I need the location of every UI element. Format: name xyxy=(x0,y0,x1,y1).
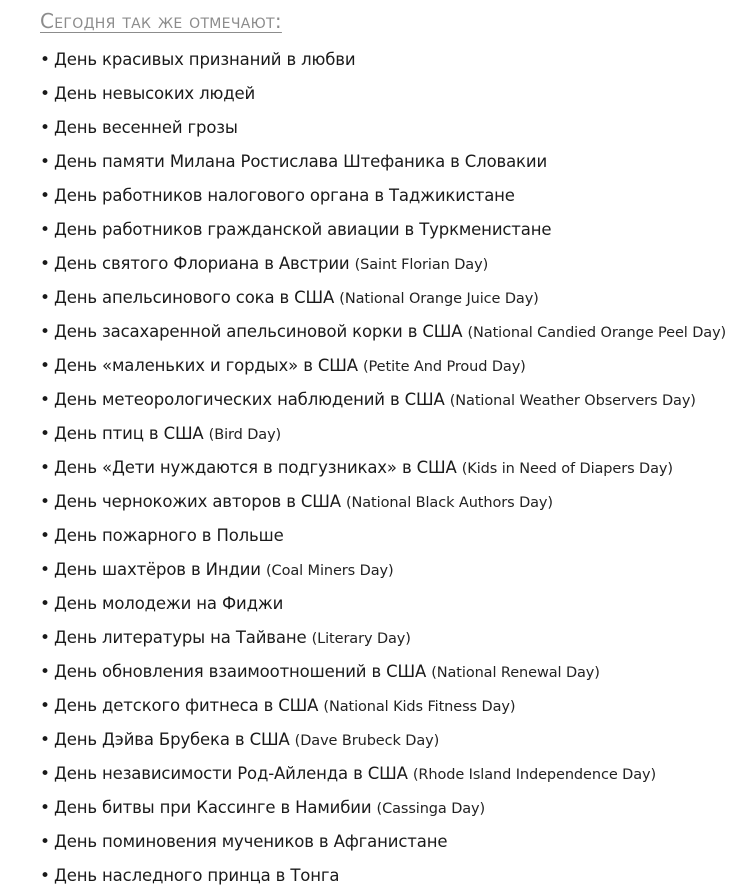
bullet-icon: • xyxy=(40,594,51,614)
bullet-icon: • xyxy=(40,832,51,852)
item-title-en: (Petite And Proud Day) xyxy=(362,359,526,375)
list-item xyxy=(40,77,726,111)
bullet-icon: • xyxy=(40,322,51,342)
list-item xyxy=(40,859,726,893)
bullet-icon: • xyxy=(40,764,51,784)
item-title-en: (National Orange Juice Day) xyxy=(339,291,539,307)
item-title-ru: День красивых признаний в любви xyxy=(54,50,356,69)
observances-list xyxy=(40,43,726,893)
list-item xyxy=(40,791,726,825)
bullet-icon: • xyxy=(40,424,51,444)
bullet-icon: • xyxy=(40,152,51,172)
list-item xyxy=(40,689,726,723)
list-item xyxy=(40,519,726,553)
list-item xyxy=(40,655,726,689)
list-item xyxy=(40,349,726,383)
list-item xyxy=(40,43,726,77)
list-item xyxy=(40,383,726,417)
item-title-ru: День птиц в США xyxy=(54,424,204,443)
list-item xyxy=(40,757,726,791)
list-item xyxy=(40,621,726,655)
bullet-icon: • xyxy=(40,492,51,512)
bullet-icon: • xyxy=(40,390,51,410)
item-title-en: (Coal Miners Day) xyxy=(265,563,394,579)
item-title-ru: День пожарного в Польше xyxy=(54,526,284,545)
item-title-ru: День независимости Род-Айленда в США xyxy=(54,764,408,783)
bullet-icon: • xyxy=(40,526,51,546)
item-title-ru: День «маленьких и гордых» в США xyxy=(54,356,358,375)
item-title-en: (Cassinga Day) xyxy=(376,801,486,817)
list-item xyxy=(40,417,726,451)
bullet-icon: • xyxy=(40,356,51,376)
item-title-ru: День весенней грозы xyxy=(54,118,238,137)
item-title-ru: День обновления взаимоотношений в США xyxy=(54,662,427,681)
bullet-icon: • xyxy=(40,84,51,104)
bullet-icon: • xyxy=(40,118,51,138)
bullet-icon: • xyxy=(40,628,51,648)
list-item xyxy=(40,315,726,349)
item-title-ru: День наследного принца в Тонга xyxy=(54,866,340,885)
item-title-en: (Kids in Need of Diapers Day) xyxy=(461,461,673,477)
bullet-icon: • xyxy=(40,730,51,750)
list-item xyxy=(40,587,726,621)
bullet-icon: • xyxy=(40,186,51,206)
item-title-ru: День Дэйва Брубека в США xyxy=(54,730,290,749)
item-title-ru: День шахтёров в Индии xyxy=(54,560,261,579)
list-item xyxy=(40,553,726,587)
list-item xyxy=(40,179,726,213)
list-item xyxy=(40,723,726,757)
item-title-ru: День святого Флориана в Австрии xyxy=(54,254,350,273)
bullet-icon: • xyxy=(40,798,51,818)
bullet-icon: • xyxy=(40,220,51,240)
item-title-ru: День памяти Милана Ростислава Штефаника в Словакии xyxy=(54,152,548,171)
item-title-en: (Rhode Island Independence Day) xyxy=(412,767,657,783)
item-title-ru: День битвы при Кассинге в Намибии xyxy=(54,798,372,817)
list-item xyxy=(40,145,726,179)
item-title-en: (Bird Day) xyxy=(208,427,282,443)
list-item xyxy=(40,247,726,281)
item-title-en: (National Kids Fitness Day) xyxy=(323,699,516,715)
list-item xyxy=(40,451,726,485)
bullet-icon: • xyxy=(40,50,51,70)
item-title-ru: День апельсинового сока в США xyxy=(54,288,335,307)
item-title-ru: День поминовения мучеников в Афганистане xyxy=(54,832,448,851)
item-title-en: (Dave Brubeck Day) xyxy=(294,733,440,749)
bullet-icon: • xyxy=(40,458,51,478)
item-title-en: (Saint Florian Day) xyxy=(354,257,489,273)
list-item xyxy=(40,825,726,859)
item-title-ru: День молодежи на Фиджи xyxy=(54,594,284,613)
item-title-en: (National Candied Orange Peel Day) xyxy=(467,325,727,341)
list-item xyxy=(40,485,726,519)
item-title-en: (National Black Authors Day) xyxy=(345,495,553,511)
bullet-icon: • xyxy=(40,288,51,308)
item-title-ru: День работников налогового органа в Таджикистане xyxy=(54,186,515,205)
bullet-icon: • xyxy=(40,696,51,716)
item-title-ru: День «Дети нуждаются в подгузниках» в США xyxy=(54,458,457,477)
bullet-icon: • xyxy=(40,866,51,886)
item-title-ru: День работников гражданской авиации в Туркменистане xyxy=(54,220,552,239)
item-title-ru: День чернокожих авторов в США xyxy=(54,492,341,511)
bullet-icon: • xyxy=(40,254,51,274)
item-title-en: (Literary Day) xyxy=(311,631,411,647)
list-item xyxy=(40,281,726,315)
item-title-en: (National Weather Observers Day) xyxy=(449,393,696,409)
item-title-ru: День засахаренной апельсиновой корки в США xyxy=(54,322,463,341)
list-item xyxy=(40,213,726,247)
item-title-ru: День метеорологических наблюдений в США xyxy=(54,390,445,409)
bullet-icon: • xyxy=(40,560,51,580)
item-title-ru: День литературы на Тайване xyxy=(54,628,307,647)
item-title-ru: День невысоких людей xyxy=(54,84,256,103)
section-heading: Сегодня так же отмечают: xyxy=(40,9,282,33)
list-item xyxy=(40,111,726,145)
item-title-ru: День детского фитнеса в США xyxy=(54,696,319,715)
item-title-en: (National Renewal Day) xyxy=(431,665,600,681)
bullet-icon: • xyxy=(40,662,51,682)
